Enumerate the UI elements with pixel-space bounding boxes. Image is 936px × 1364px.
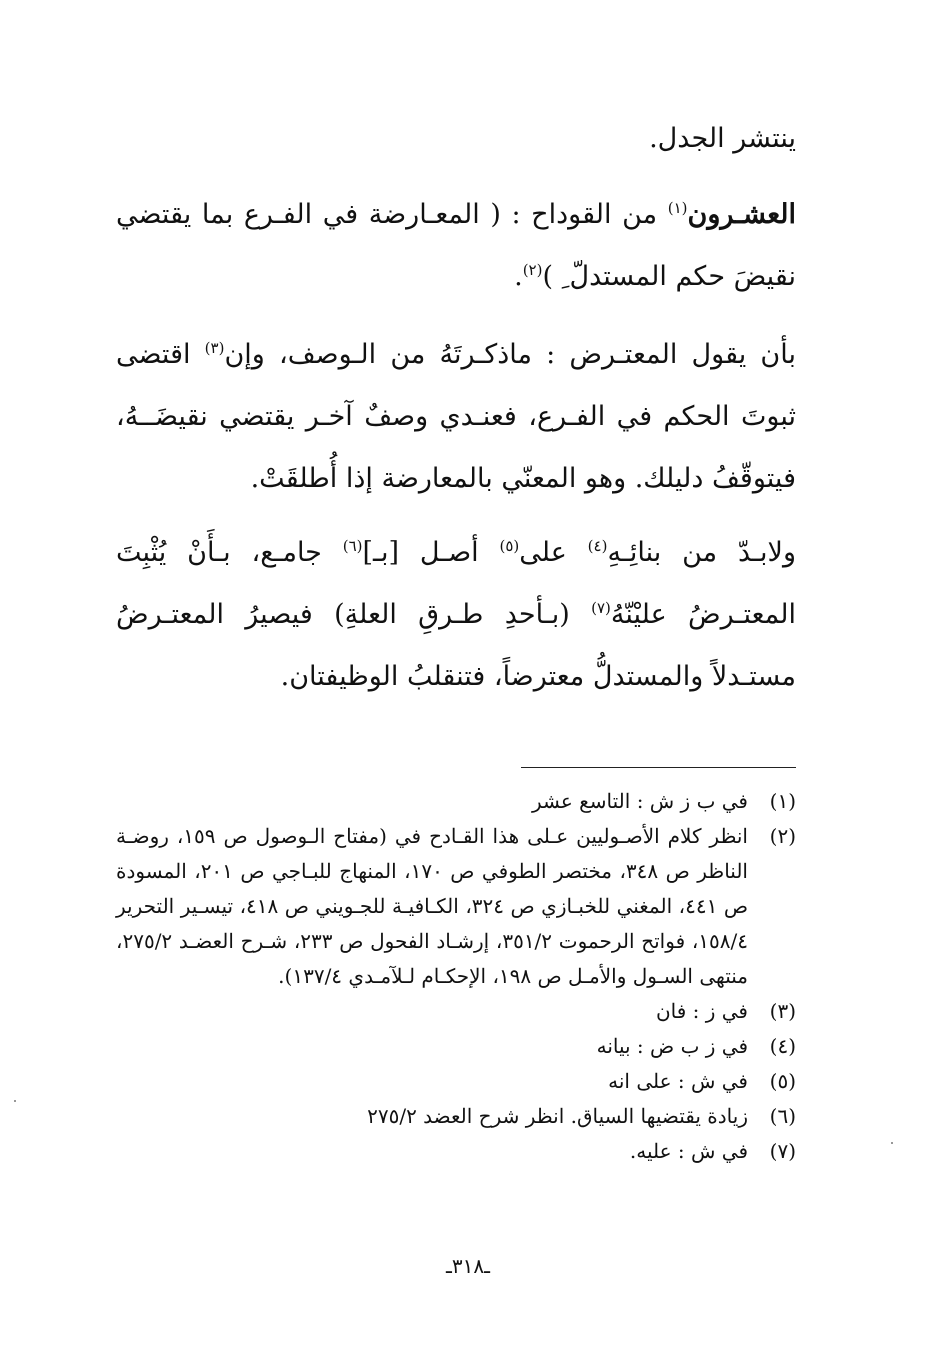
footnote-text: زيادة يقتضيها السياق. انظر شرح العضد ٢٧٥/٢ [367,1104,748,1128]
footnote-ref-3[interactable]: (٣) [204,339,225,357]
opening-line-text: ينتشر الجدل. [649,123,796,154]
footnote-item [116,1099,796,1134]
footnote-divider [521,767,796,768]
footnote-text: في ش : على انه [608,1069,748,1093]
footnote-text: انظر كلام الأصـوليين عـلى هذا القـادح في (مفتاح الـوصول ص ١٥٩، روضـة الناظر ص ٣٤٨، مختصر الطوفي ص ١٧٠، المنهاج للبـاجي ص ٢٠١، المسودة ص ٤٤١، المغني للخبـازي ص ٣٢٤، الكـافيـة للجـويني ص ٤١٨، تيسـير التحرير ١٥٨/٤، فواتح الرحموت ٣٥١/٢، إرشـاد الفحول ص ٢٣٣، شـرح العضـد ٢٧٥/٢، منتهى السـول والأمـل ص ١٩٨، الإحكـام لـلآمـدي ١٣٧/٤). [116,824,749,988]
footnote-item [116,994,796,1029]
footnote-text: في ب ز ش : التاسع عشر [531,789,748,813]
footnotes-list [116,784,796,1169]
footnote-text: في ش : عليه. [629,1139,748,1163]
footnote-number: (٥) [769,1069,796,1093]
footnote-ref-1[interactable]: (١) [667,199,688,217]
paragraph-text: جامـع، بـأَنْ يُثْبِتَ المعتـرضُ عليْنّهُ [116,537,796,630]
footnote-item [116,1134,796,1169]
paragraph-text: من القوداح : ( المعـارضة في الفـرع بما يقتضي نقيضَ حكم المستدلّ ِ ) [116,199,796,292]
footnote-ref-4[interactable]: (٤) [587,537,608,555]
footnote-item [116,1064,796,1099]
paragraph-text-end: . [514,261,523,292]
footnote-ref-5[interactable]: (٥) [499,537,520,555]
footnote-text: في ز : فان [655,999,748,1023]
paragraph-text: (بـأحدِ طـرقِ العلةِ) فيصيرُ المعتـرضُ مستـدلاً والمستدلُّ معترضاً، فتنقلبُ الوظيفتان. [116,599,796,692]
footnote-ref-6[interactable]: (٦) [342,537,363,555]
footnote-number: (٧) [769,1139,796,1163]
footnote-text: في ز ب ض : بيانه [596,1034,748,1058]
footnote-number: (٣) [769,999,796,1023]
paragraph-construction [116,522,796,708]
page-number: ـ٣١٨ـ [446,1254,490,1278]
footnote-item [116,784,796,819]
opening-line [116,108,796,170]
paragraph-text: أصـل [بـ] [362,537,500,568]
footnote-item [116,1029,796,1064]
footnote-number: (١) [769,789,796,813]
scan-speck [891,1142,893,1144]
footnote-number: (٦) [769,1104,796,1128]
paragraph-text: على [519,537,588,568]
paragraph-twentieth-objection [116,184,796,308]
paragraph-text-continued: اقتضى ثبوتَ الحكم في الفـرع، فعنـدي وصفٌ آخـر يقتضي نقيضَــهُ، فيتوقّفُ دليلك. وهو المعنّي بالمعارضة إذا أُطلقَتْ. [116,339,796,494]
paragraph-explanation [116,324,796,510]
scan-speck [14,1100,16,1102]
section-term: العشـرون [687,199,796,230]
paragraph-text: ولابـدّ من بنائِـهِ [607,537,796,568]
paragraph-text: بأن يقول المعتـرض : ماذكـرتَهُ من الـوصف، وإن [224,339,796,370]
footnote-ref-7[interactable]: (٧) [591,599,611,617]
footnote-number: (٢) [769,824,796,848]
footnote-number: (٤) [769,1034,796,1058]
footnote-ref-2[interactable]: (٢) [522,261,543,279]
footnote-item [116,819,796,994]
